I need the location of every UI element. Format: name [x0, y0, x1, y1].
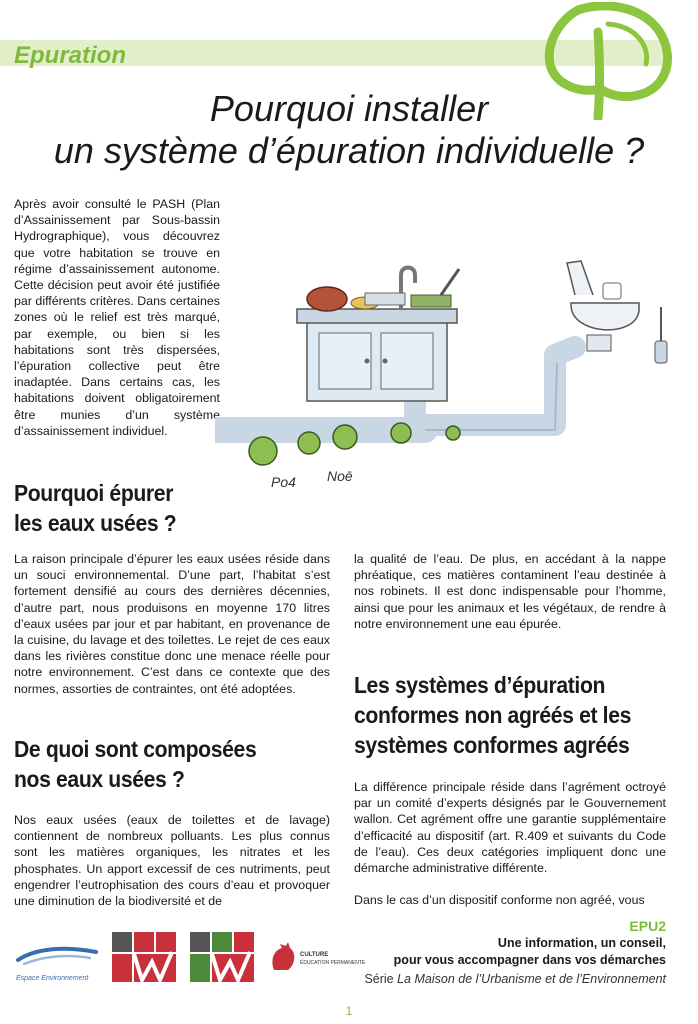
heading-line: nos eaux usées ? — [14, 766, 185, 792]
logo-culture-text: CULTURE — [300, 952, 329, 958]
section-tag: Epuration — [14, 42, 126, 69]
logo-tile — [112, 954, 132, 982]
logo-culture — [268, 942, 366, 976]
title-line-1: Pourquoi installer — [209, 88, 489, 129]
heading-composition — [14, 734, 256, 794]
section3-paragraph-2: Dans le cas d’un dispositif conforme non agréé, vous — [354, 893, 645, 907]
rooster-icon — [268, 942, 298, 974]
document-code: EPU2 — [629, 918, 666, 934]
w-mark-icon — [132, 950, 176, 984]
swoosh-icon — [16, 944, 100, 968]
logo-maison-urbanisme-1 — [112, 932, 176, 982]
section2-paragraph: Nos eaux usées (eaux de toilettes et de lavage) contiennent de nombreux polluants. Les plus connus sont les matières organiques, les nitrates et les phosphates. Un apport excessif de ces nutriments, peut engendrer l’eutrophisation des cours d’eau et provoquer une diminution de la biodiversité et de — [14, 813, 330, 909]
sink-toilet-illustration — [215, 255, 675, 495]
logo-tile — [234, 932, 254, 952]
logo-espace-environnement — [16, 944, 100, 980]
section3-paragraph-1: La différence principale réside dans l’agrément octroyé par un comité d’experts désignés par le Gouvernement wallon. Cet agrément offre une garantie supplémentaire d’efficacité au dispositif (art. R.409 et suivants du Code de l’eau). Ces deux catégories impliquent donc une démarche administrative différente. — [354, 780, 666, 876]
logo-espace-text: Espace Environnement — [16, 975, 89, 982]
section1-paragraph: La raison principale d’épurer les eaux usées réside dans un souci environnemental. D’une part, l’habitat s’est fortement densifié au cours des dernières décennies, d’autre part, nous produisons en moyenne 170 litres d’eaux usées par jour et par habitant, en provenance de la cuisine, du lavage et des toilettes. Le rejet de ces eaux dans les rivières constitue donc une menace réelle pour notre environnement. C’est dans ce contexte que des normes, assorties de contraintes, ont été adoptées. — [14, 552, 330, 696]
heading-systemes — [354, 670, 631, 760]
logo-culture-subtext: ÉDUCATION PERMANENTE — [300, 960, 366, 966]
footer-line-2: pour vous accompagner dans vos démarches — [393, 953, 666, 967]
heading-line: systèmes conformes agréés — [354, 732, 630, 758]
logo-tile — [112, 932, 132, 952]
logo-tile — [190, 954, 210, 982]
series-prefix: Série — [364, 972, 398, 986]
page-title — [0, 88, 698, 172]
logo-tile — [190, 932, 210, 952]
heading-line: conformes non agréés et les — [354, 702, 632, 728]
label-no3: Noē — [327, 468, 353, 484]
heading-line: les eaux usées ? — [14, 510, 177, 536]
heading-pourquoi-epurer — [14, 478, 176, 538]
series-title: La Maison de l’Urbanisme et de l’Environnement — [397, 972, 666, 986]
title-line-2: un système d’épuration individuelle ? — [53, 130, 645, 171]
heading-line: Les systèmes d’épuration — [354, 672, 606, 698]
footer-line-1: Une information, un conseil, — [497, 936, 666, 950]
heading-line: De quoi sont composées — [14, 736, 257, 762]
label-po4: Po4 — [271, 474, 296, 490]
logo-tile — [156, 932, 176, 952]
page-number: 1 — [345, 1004, 353, 1018]
logo-maison-urbanisme-2 — [190, 932, 254, 982]
footer-series — [364, 972, 666, 986]
right-column-paragraph: la qualité de l’eau. De plus, en accédant à la nappe phréatique, ces matières contaminent l’eau destinée à nos robinets. Il est donc indispensable pour l’homme, ainsi que pour les animaux et les végétaux, de rendre à notre environnement une eau épurée. — [354, 552, 666, 631]
logo-tile — [134, 932, 154, 952]
intro-paragraph: Après avoir consulté le PASH (Plan d’Assainissement par Sous-bassin Hydrographique), vous découvrez que votre habitation se trouve en régime d’assainissement autonome. Cette décision peut avoir été justifiée par différents critères. Dans certaines zones où le relief est très marqué, par exemple, ou bien si les habitations sont très dispersées, l’épuration collective peut être inadaptée. Dans certains cas, les habitations doivent obligatoirement être munies d’un système d’assainissement individuel. — [14, 197, 220, 438]
logo-tile — [212, 932, 232, 952]
w-mark-icon — [210, 950, 254, 984]
heading-line: Pourquoi épurer — [14, 480, 174, 506]
